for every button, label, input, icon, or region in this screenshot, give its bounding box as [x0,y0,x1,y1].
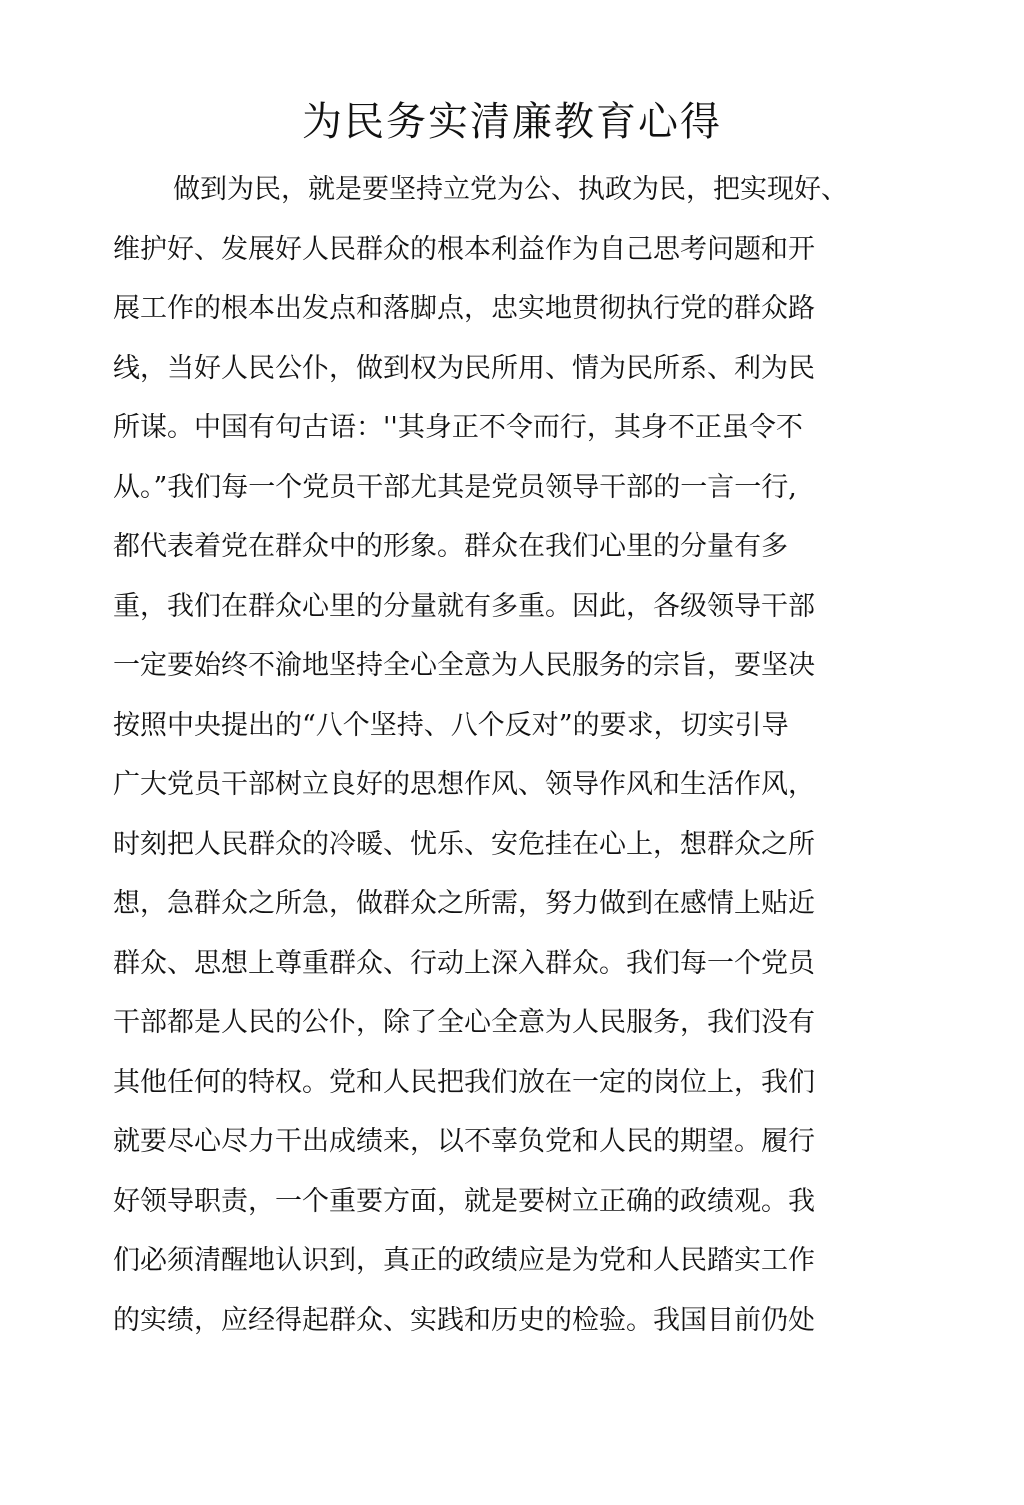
paragraph-line: 的实绩，应经得起群众、实践和历史的检验。我国目前仍处 [113,1304,815,1336]
paragraph-line: 群众、思想上尊重群众、行动上深入群众。我们每一个党员 [113,947,815,979]
paragraph-line: 所谋。中国有句古语：''其身正不令而行，其身不正虽令不 [113,412,803,443]
paragraph-line: 线，当好人民公仆，做到权为民所用、情为民所系、利为民 [113,352,815,384]
paragraph-line: 就要尽心尽力干出成绩来，以不辜负党和人民的期望。履行 [113,1126,815,1157]
paragraph-line: 好领导职责，一个重要方面，就是要树立正确的政绩观。我 [113,1185,815,1217]
paragraph-line: 一定要始终不渝地坚持全心全意为人民服务的宗旨，要坚决 [113,650,815,681]
paragraph-line: 广大党员干部树立良好的思想作风、领导作风和生活作风， [113,769,815,800]
paragraph-line: 时刻把人民群众的冷暖、忧乐、安危挂在心上，想群众之所 [113,828,815,860]
paragraph-line: 从。”我们每一个党员干部尤其是党员领导干部的一言一行, [113,471,797,503]
paragraph-line: 展工作的根本出发点和落脚点，忠实地贯彻执行党的群众路 [113,293,815,324]
paragraph-line: 干部都是人民的公仆，除了全心全意为人民服务，我们没有 [113,1007,815,1038]
document-body [113,160,873,1350]
paragraph-line: 想，急群众之所急，做群众之所需，努力做到在感情上贴近 [113,888,815,919]
paragraph-line: 其他任何的特权。党和人民把我们放在一定的岗位上，我们 [113,1066,815,1098]
paragraph-line: 做到为民，就是要坚持立党为公、执政为民，把实现好、 [173,174,848,205]
document-title: 为民务实清廉教育心得 [302,99,722,145]
paragraph-line: 维护好、发展好人民群众的根本利益作为自己思考问题和开 [113,233,815,265]
paragraph-line: 都代表着党在群众中的形象。群众在我们心里的分量有多 [113,531,788,562]
paragraph-line: 们必须清醒地认识到，真正的政绩应是为党和人民踏实工作 [113,1245,815,1276]
paragraph-line: 重，我们在群众心里的分量就有多重。因此，各级领导干部 [113,590,815,622]
paragraph-line: 按照中央提出的“八个坚持、八个反对”的要求，切实引导 [113,709,789,741]
